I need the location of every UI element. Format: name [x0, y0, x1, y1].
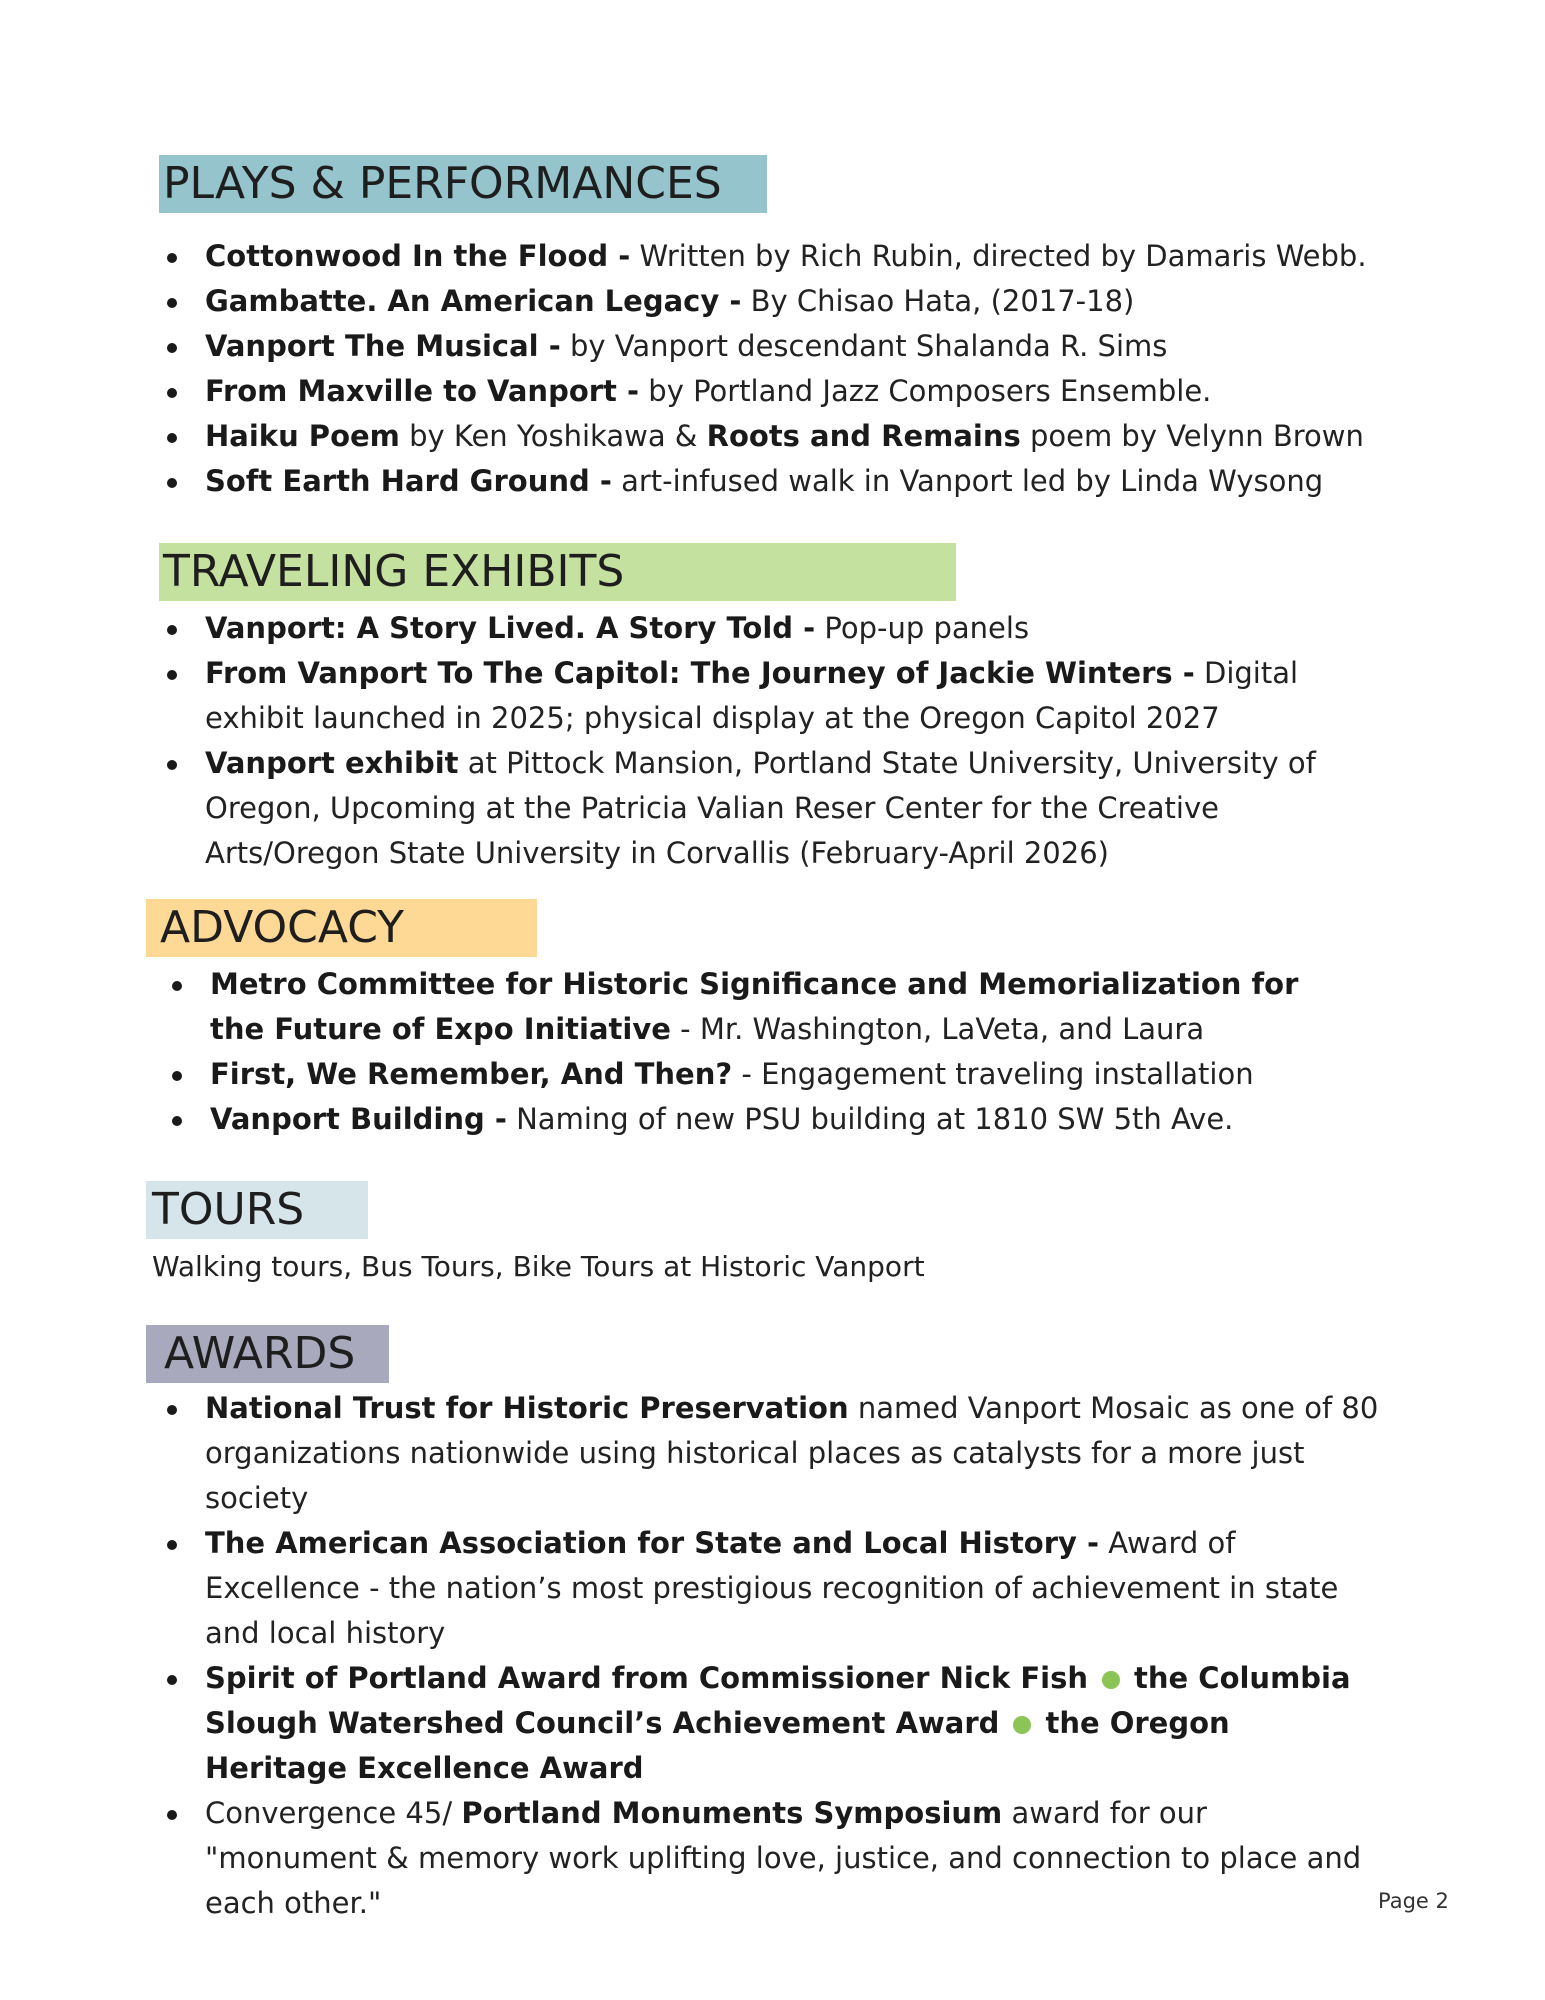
list-item: First, We Remember, And Then? - Engagement traveling installation: [166, 1052, 1306, 1097]
list-item: Spirit of Portland Award from Commissioner Nick Fish the Columbia Slough Watershed Council’s Achievement Award the Oregon Heritage Excellence Award: [161, 1656, 1381, 1791]
exhibits-list: [161, 606, 1381, 876]
list-item: Cottonwood In the Flood - Written by Rich Rubin, directed by Damaris Webb.: [161, 234, 1381, 279]
list-item: Soft Earth Hard Ground - art-infused walk in Vanport led by Linda Wysong: [161, 459, 1381, 504]
list-item: Vanport exhibit at Pittock Mansion, Portland State University, University of Oregon, Upcoming at the Patricia Valian Reser Center for the Creative Arts/Oregon State University in Corvallis (February-April 2026): [161, 741, 1381, 876]
list-item: Vanport: A Story Lived. A Story Told - Pop-up panels: [161, 606, 1381, 651]
awards-heading: AWARDS: [146, 1325, 389, 1383]
advocacy-list: [166, 962, 1306, 1142]
list-item: Vanport Building - Naming of new PSU building at 1810 SW 5th Ave.: [166, 1097, 1306, 1142]
page-number: Page 2: [1378, 1889, 1449, 1913]
tours-heading: TOURS: [146, 1181, 368, 1239]
exhibits-heading: TRAVELING EXHIBITS: [159, 543, 956, 601]
list-item: From Vanport To The Capitol: The Journey of Jackie Winters - Digital exhibit launched in 2025; physical display at the Oregon Capitol 2027: [161, 651, 1381, 741]
list-item: Vanport The Musical - by Vanport descendant Shalanda R. Sims: [161, 324, 1381, 369]
plays-heading: PLAYS & PERFORMANCES: [159, 155, 767, 213]
awards-list: [161, 1386, 1381, 1926]
list-item: The American Association for State and Local History - Award of Excellence - the nation’s most prestigious recognition of achievement in state and local history: [161, 1521, 1381, 1656]
advocacy-heading: ADVOCACY: [146, 899, 537, 957]
green-dot-icon: [1013, 1716, 1031, 1734]
list-item: Haiku Poem by Ken Yoshikawa & Roots and Remains poem by Velynn Brown: [161, 414, 1381, 459]
green-dot-icon: [1102, 1671, 1120, 1689]
list-item: Convergence 45/ Portland Monuments Symposium award for our "monument & memory work uplifting love, justice, and connection to place and each other.": [161, 1791, 1381, 1926]
list-item: National Trust for Historic Preservation named Vanport Mosaic as one of 80 organizations nationwide using historical places as catalysts for a more just society: [161, 1386, 1381, 1521]
list-item: Gambatte. An American Legacy - By Chisao Hata, (2017-18): [161, 279, 1381, 324]
list-item: Metro Committee for Historic Significance and Memorialization for the Future of Expo Initiative - Mr. Washington, LaVeta, and Laura: [166, 962, 1306, 1052]
plays-list: [161, 234, 1381, 504]
tours-text: Walking tours, Bus Tours, Bike Tours at Historic Vanport: [152, 1250, 925, 1283]
list-item: From Maxville to Vanport - by Portland Jazz Composers Ensemble.: [161, 369, 1381, 414]
